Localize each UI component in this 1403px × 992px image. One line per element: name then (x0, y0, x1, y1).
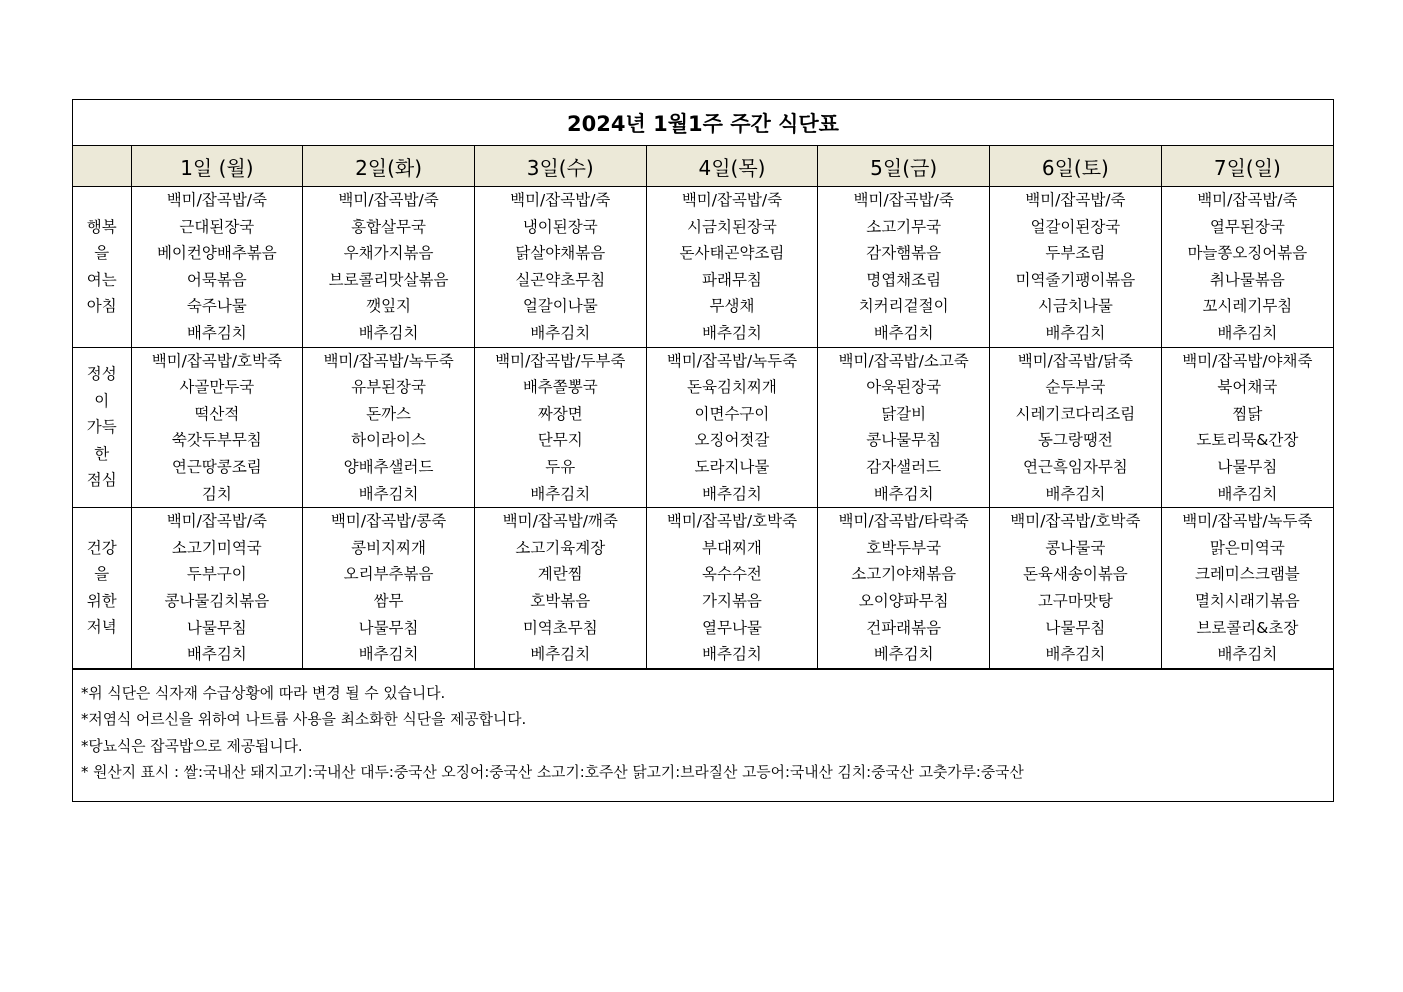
dish-item: 열무된장국 (1209, 217, 1285, 236)
dish-item: 소고기야채볶음 (851, 565, 957, 584)
meal-label-line: 여는 (86, 270, 117, 289)
dish-cell (990, 187, 1162, 348)
day-header-5: 5일(금) (818, 146, 990, 187)
note-line: *위 식단은 식자재 수급상황에 따라 변경 될 수 있습니다. (81, 684, 446, 702)
dish-item: 백미/잡곡밥/죽 (681, 191, 783, 209)
dish-cell (818, 187, 990, 348)
dish-item: 꼬시레기무침 (1202, 297, 1293, 316)
dish-item: 치커리겉절이 (858, 297, 949, 316)
dish-item: 나물무침 (186, 618, 247, 637)
dish-item: 감자샐러드 (866, 457, 942, 476)
dish-item: 동그랑땡전 (1037, 431, 1113, 450)
dish-cell (474, 508, 646, 669)
dish-item: 배추김치 (873, 484, 934, 503)
dish-item: 백미/잡곡밥/호박죽 (666, 512, 798, 531)
dish-item: 배추김치 (702, 645, 762, 664)
notes-section (73, 669, 1333, 801)
dish-item: 두부조림 (1045, 244, 1106, 263)
dish-item: 미역줄기팽이볶음 (1015, 270, 1136, 289)
dish-item: 나물무침 (1217, 457, 1278, 476)
dish-item: 소고기육계장 (515, 538, 606, 557)
dish-item: 베이컨양배추볶음 (156, 244, 277, 263)
dish-item: 크레미스크램블 (1194, 565, 1300, 584)
menu-sheet (72, 99, 1334, 802)
dish-item: 쑥갓두부무침 (171, 431, 262, 450)
day-header-3: 3일(수) (474, 146, 646, 187)
dish-item: 냉이된장국 (522, 217, 598, 236)
dish-item: 브로콜리&초장 (1196, 618, 1299, 637)
dish-cell (1161, 187, 1333, 348)
meal-label-line: 정성 (86, 365, 117, 384)
meal-label (73, 508, 131, 669)
dish-item: 백미/잡곡밥/죽 (1197, 191, 1298, 209)
dish-item: 베추김치 (873, 645, 934, 664)
meal-label-line: 행복 (86, 217, 117, 236)
dish-item: 하이라이스 (351, 431, 426, 450)
dish-item: 배추김치 (1045, 323, 1106, 342)
dish-item: 마늘쫑오징어볶음 (1187, 244, 1308, 263)
dish-item: 콩나물무침 (866, 431, 942, 450)
dish-item: 콩비지찌개 (351, 538, 426, 557)
dish-cell (131, 347, 303, 508)
dish-item: 호박볶음 (530, 591, 591, 610)
dish-item: 백미/잡곡밥/호박죽 (151, 351, 282, 370)
day-header-2: 2일(화) (303, 146, 475, 187)
dish-item: 부대찌개 (702, 538, 762, 557)
dish-item: 숙주나물 (186, 297, 247, 316)
dish-item: 열무나물 (702, 618, 762, 637)
meal-label-line: 아침 (86, 297, 117, 316)
dish-item: 도라지나물 (694, 457, 770, 476)
dish-item: 백미/잡곡밥/죽 (1025, 191, 1126, 209)
dish-item: 아욱된장국 (866, 378, 942, 397)
meal-row (73, 347, 1333, 508)
dish-item: 김치 (201, 484, 232, 503)
dish-item: 가지볶음 (702, 591, 762, 610)
dish-item: 짜장면 (537, 404, 583, 423)
dish-item: 배추김치 (186, 323, 247, 342)
meal-label-line: 을 (94, 565, 110, 584)
dish-item: 닭갈비 (881, 404, 927, 423)
dish-item: 쌈무 (373, 591, 404, 610)
dish-item: 나물무침 (358, 618, 419, 637)
dish-item: 배추쫄뽕국 (522, 378, 598, 397)
dish-item: 배추김치 (358, 323, 419, 342)
dish-item: 백미/잡곡밥/죽 (166, 191, 267, 209)
dish-item: 배추김치 (873, 323, 934, 342)
dish-item: 멸치시래기볶음 (1194, 591, 1300, 610)
meal-row (73, 508, 1333, 669)
day-header-7: 7일(일) (1161, 146, 1333, 187)
dish-item: 오이양파무침 (858, 591, 949, 610)
dish-item: 백미/잡곡밥/죽 (338, 191, 439, 209)
dish-item: 실곤약초무침 (515, 270, 606, 289)
dish-cell (474, 187, 646, 348)
dish-item: 연근흑임자무침 (1022, 457, 1128, 476)
weekly-menu-table (73, 100, 1333, 669)
dish-item: 맑은미역국 (1209, 538, 1285, 557)
dish-item: 근대된장국 (179, 217, 255, 236)
dish-item: 돈사태곤약조림 (679, 244, 785, 263)
dish-item: 호박두부국 (866, 538, 942, 557)
dish-item: 백미/잡곡밥/녹두죽 (1182, 512, 1313, 531)
dish-item: 배추김치 (358, 484, 419, 503)
dish-item: 콩나물국 (1045, 538, 1106, 557)
day-header-4: 4일(목) (646, 146, 818, 187)
meal-label-line: 이 (94, 391, 110, 410)
dish-item: 두유 (545, 457, 576, 476)
dish-item: 베추김치 (530, 645, 591, 664)
dish-item: 건파래볶음 (866, 618, 942, 637)
note-line: *저염식 어르신을 위하여 나트륨 사용을 최소화한 식단을 제공합니다. (81, 711, 527, 729)
dish-item: 돈까스 (366, 404, 412, 423)
dish-item: 오징어젓갈 (694, 431, 770, 450)
dish-cell (131, 187, 303, 348)
dish-item: 백미/잡곡밥/야채죽 (1182, 351, 1313, 370)
dish-item: 닭살야채볶음 (515, 244, 606, 263)
dish-item: 시레기코다리조림 (1015, 404, 1136, 423)
dish-cell (818, 347, 990, 508)
dish-item: 백미/잡곡밥/녹두죽 (323, 351, 454, 370)
dish-item: 백미/잡곡밥/죽 (510, 191, 611, 209)
dish-cell (303, 508, 475, 669)
dish-cell (818, 508, 990, 669)
dish-item: 배추김치 (1045, 645, 1106, 664)
dish-cell (990, 508, 1162, 669)
day-header-6: 6일(토) (990, 146, 1162, 187)
dish-item: 양배추샐러드 (343, 457, 434, 476)
dish-item: 돈육김치찌개 (687, 378, 777, 397)
dish-cell (646, 187, 818, 348)
dish-item: 배추김치 (530, 484, 591, 503)
dish-item: 백미/잡곡밥/호박죽 (1010, 512, 1141, 531)
dish-cell (1161, 508, 1333, 669)
meal-label (73, 347, 131, 508)
meal-label-line: 한 (94, 444, 110, 463)
dish-cell (990, 347, 1162, 508)
dish-cell (303, 347, 475, 508)
dish-item: 백미/잡곡밥/두부죽 (495, 351, 626, 370)
dish-item: 백미/잡곡밥/타락죽 (838, 512, 969, 531)
dish-cell (131, 508, 303, 669)
meal-rows (73, 187, 1333, 669)
dish-item: 배추김치 (186, 645, 247, 664)
dish-item: 콩나물김치볶음 (164, 591, 270, 610)
note-line: *당뇨식은 잡곡밥으로 제공됩니다. (81, 737, 303, 755)
meal-label-line: 위한 (86, 591, 117, 610)
dish-item: 우채가지볶음 (343, 244, 434, 263)
dish-item: 무생채 (709, 297, 755, 316)
dish-item: 오리부추볶음 (343, 565, 434, 584)
meal-label-line: 가득 (86, 418, 117, 437)
dish-item: 옥수수전 (702, 565, 762, 584)
meal-label-line: 저녁 (86, 618, 117, 637)
dish-item: 소고기미역국 (171, 538, 262, 557)
dish-item: 홍합살무국 (351, 217, 426, 236)
dish-item: 감자햄볶음 (866, 244, 942, 263)
dish-item: 시금치된장국 (687, 217, 777, 236)
dish-item: 백미/잡곡밥/콩죽 (330, 512, 447, 531)
day-header-1: 1일 (월) (131, 146, 303, 187)
dish-item: 백미/잡곡밥/깨죽 (502, 512, 618, 531)
dish-item: 배추김치 (1217, 645, 1278, 664)
dish-cell (646, 508, 818, 669)
dish-item: 얼갈이나물 (522, 297, 598, 316)
dish-item: 배추김치 (358, 645, 419, 664)
dish-item: 파래무침 (702, 270, 762, 289)
dish-item: 단무지 (537, 431, 583, 450)
dish-item: 도토리묵&간장 (1196, 431, 1299, 450)
dish-item: 배추김치 (702, 323, 762, 342)
dish-item: 얼갈이된장국 (1030, 217, 1121, 236)
dish-item: 취나물볶음 (1209, 270, 1285, 289)
dish-item: 백미/잡곡밥/죽 (853, 191, 954, 209)
dish-item: 두부구이 (186, 565, 247, 584)
dish-item: 떡산적 (194, 404, 240, 423)
dish-item: 배추김치 (530, 323, 591, 342)
dish-item: 배추김치 (1045, 484, 1106, 503)
dish-item: 사골만두국 (179, 378, 255, 397)
dish-item: 어묵볶음 (186, 270, 247, 289)
meal-label-line: 을 (94, 244, 110, 263)
dish-item: 돈육새송이볶음 (1022, 565, 1128, 584)
menu-title: 2024년 1월1주 주간 식단표 (73, 100, 1333, 146)
dish-item: 소고기무국 (866, 217, 942, 236)
dish-item: 연근땅콩조림 (171, 457, 262, 476)
dish-item: 브로콜리맛살볶음 (328, 270, 449, 289)
dish-item: 명엽채조림 (866, 270, 942, 289)
dish-item: 계란찜 (537, 565, 583, 584)
dish-item: 배추김치 (1217, 323, 1278, 342)
dish-item: 북어채국 (1217, 378, 1278, 397)
meal-label-line: 점심 (86, 471, 117, 490)
dish-item: 시금치나물 (1037, 297, 1113, 316)
dish-item: 백미/잡곡밥/녹두죽 (666, 351, 798, 370)
dish-item: 배추김치 (1217, 484, 1278, 503)
meal-row (73, 187, 1333, 348)
meal-label (73, 187, 131, 348)
dish-item: 나물무침 (1045, 618, 1106, 637)
dish-cell (474, 347, 646, 508)
dish-cell (303, 187, 475, 348)
dish-item: 이면수구이 (694, 404, 770, 423)
dish-item: 순두부국 (1045, 378, 1106, 397)
dish-item: 유부된장국 (351, 378, 426, 397)
dish-cell (646, 347, 818, 508)
dish-item: 미역초무침 (522, 618, 598, 637)
dish-item: 깻잎지 (366, 297, 412, 316)
dish-item: 백미/잡곡밥/죽 (166, 512, 267, 531)
meal-label-line: 건강 (86, 538, 117, 557)
dish-item: 백미/잡곡밥/소고죽 (838, 351, 969, 370)
note-line: * 원산지 표시 : 쌀:국내산 돼지고기:국내산 대두:중국산 오징어:중국산 소고기:호주산 닭고기:브라질산 고등어:국내산 김치:중국산 고춧가루:중국산 (81, 764, 1024, 782)
dish-item: 백미/잡곡밥/닭죽 (1017, 351, 1133, 370)
dish-item: 배추김치 (702, 484, 762, 503)
dish-item: 찜닭 (1232, 404, 1263, 423)
header-corner (73, 146, 131, 187)
dish-item: 고구마맛탕 (1037, 591, 1113, 610)
dish-cell (1161, 347, 1333, 508)
